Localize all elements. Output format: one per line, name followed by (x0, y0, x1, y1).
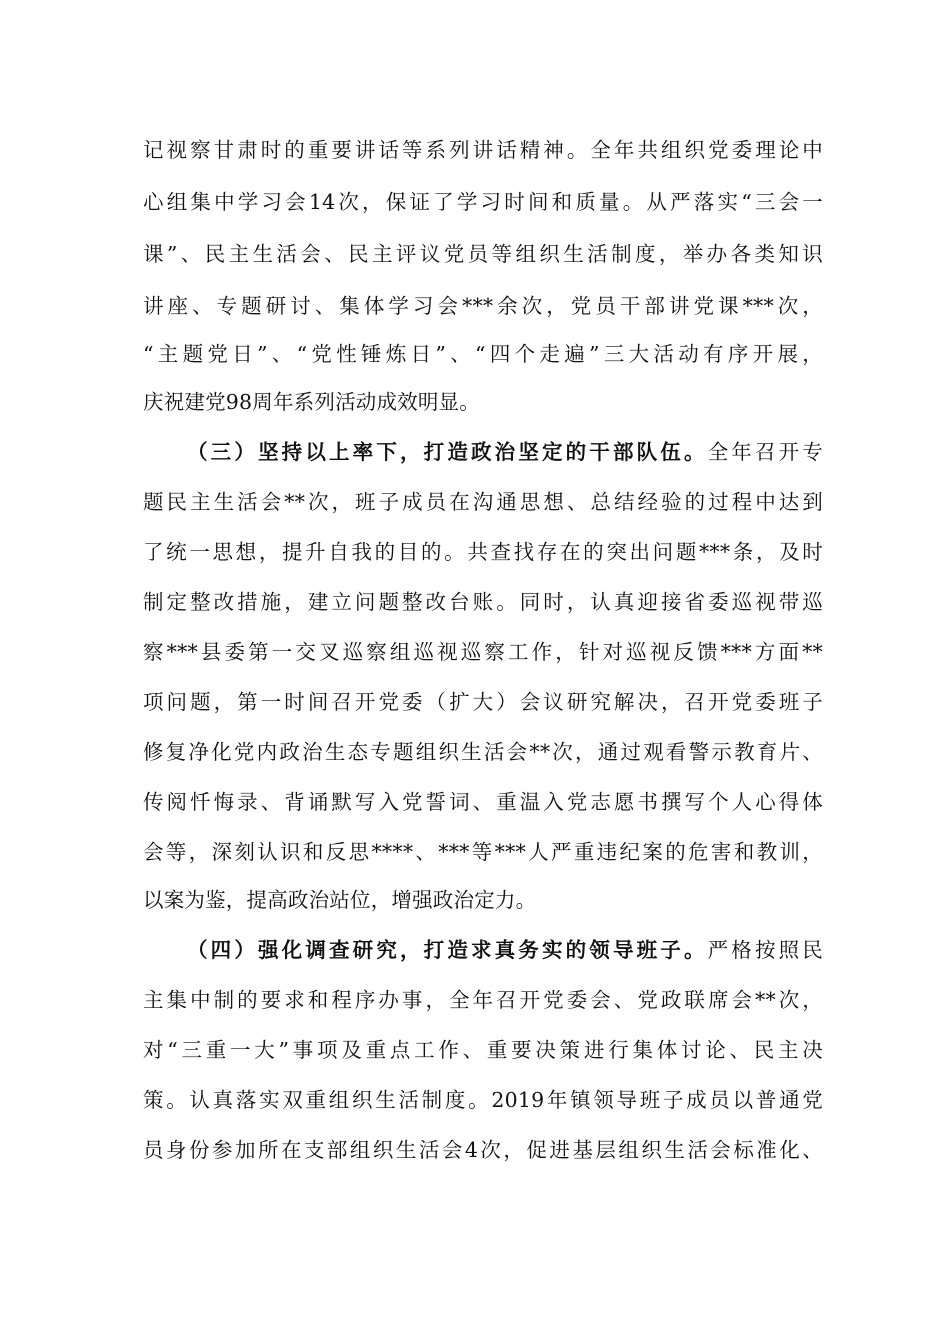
paragraph-line (143, 1030, 823, 1070)
section-heading-3: （三）坚持以上率下，打造政治坚定的干部队伍。 (187, 440, 708, 464)
line-text: 对“三重一大”事项及重点工作、重要决策进行集体讨论、民主决 (143, 1038, 823, 1062)
section-heading-line (187, 432, 823, 472)
line-text: 严格按照民 (707, 938, 824, 962)
paragraph-line (143, 532, 823, 572)
paragraph-line (143, 1130, 823, 1170)
section-heading-line (187, 930, 823, 970)
paragraph-line (143, 632, 823, 672)
line-text: 课”、民主生活会、民主评议党员等组织生活制度，举办各类知识 (143, 242, 823, 266)
line-text: 题民主生活会**次，班子成员在沟通思想、总结经验的过程中达到 (143, 490, 823, 514)
line-text: 修复净化党内政治生态专题组织生活会**次，通过观看警示教育片、 (143, 740, 823, 764)
line-text: 策。认真落实双重组织生活制度。2019年镇领导班子成员以普通党 (143, 1088, 823, 1112)
paragraph-line (143, 682, 823, 722)
line-text: 了统一思想，提升自我的目的。共查找存在的突出问题***条，及时 (143, 540, 823, 564)
paragraph-line (143, 286, 823, 326)
line-text: “主题党日”、“党性锤炼日”、“四个走遍”三大活动有序开展， (143, 342, 823, 366)
paragraph-line (143, 880, 823, 920)
paragraph-line (143, 832, 823, 872)
line-text: 制定整改措施，建立问题整改台账。同时，认真迎接省委巡视带巡 (143, 590, 823, 614)
line-text: 项问题，第一时间召开党委（扩大）会议研究解决，召开党委班子 (143, 690, 823, 714)
paragraph-line (143, 980, 823, 1020)
line-text: 员身份参加所在支部组织生活会4次，促进基层组织生活会标准化、 (143, 1138, 823, 1162)
section-heading-4: （四）强化调查研究，打造求真务实的领导班子。 (187, 938, 708, 962)
line-text: 庆祝建党98周年系列活动成效明显。 (143, 390, 480, 414)
paragraph-line (143, 334, 823, 374)
paragraph-line (143, 732, 823, 772)
paragraph-line (143, 234, 823, 274)
line-text: 主集中制的要求和程序办事，全年召开党委会、党政联席会**次， (143, 988, 823, 1012)
line-text: 全年召开专 (707, 440, 824, 464)
paragraph-line (143, 482, 823, 522)
line-text: 以案为鉴，提高政治站位，增强政治定力。 (143, 888, 537, 912)
paragraph-line (143, 1080, 823, 1120)
paragraph-line (143, 782, 823, 822)
line-text: 会等，深刻认识和反思****、***等***人严重违纪案的危害和教训， (143, 840, 823, 864)
line-text: 讲座、专题研讨、集体学习会***余次，党员干部讲党课***次， (143, 294, 823, 318)
line-text: 传阅忏悔录、背诵默写入党誓词、重温入党志愿书撰写个人心得体 (143, 790, 823, 814)
line-text: 记视察甘肃时的重要讲话等系列讲话精神。全年共组织党委理论中 (143, 138, 823, 162)
paragraph-line (143, 130, 823, 170)
paragraph-line (143, 582, 823, 622)
line-text: 心组集中学习会14次，保证了学习时间和质量。从严落实“三会一 (143, 190, 823, 214)
paragraph-line (143, 182, 823, 222)
line-text: 察***县委第一交叉巡察组巡视巡察工作，针对巡视反馈***方面** (143, 640, 823, 664)
paragraph-line (143, 382, 823, 422)
